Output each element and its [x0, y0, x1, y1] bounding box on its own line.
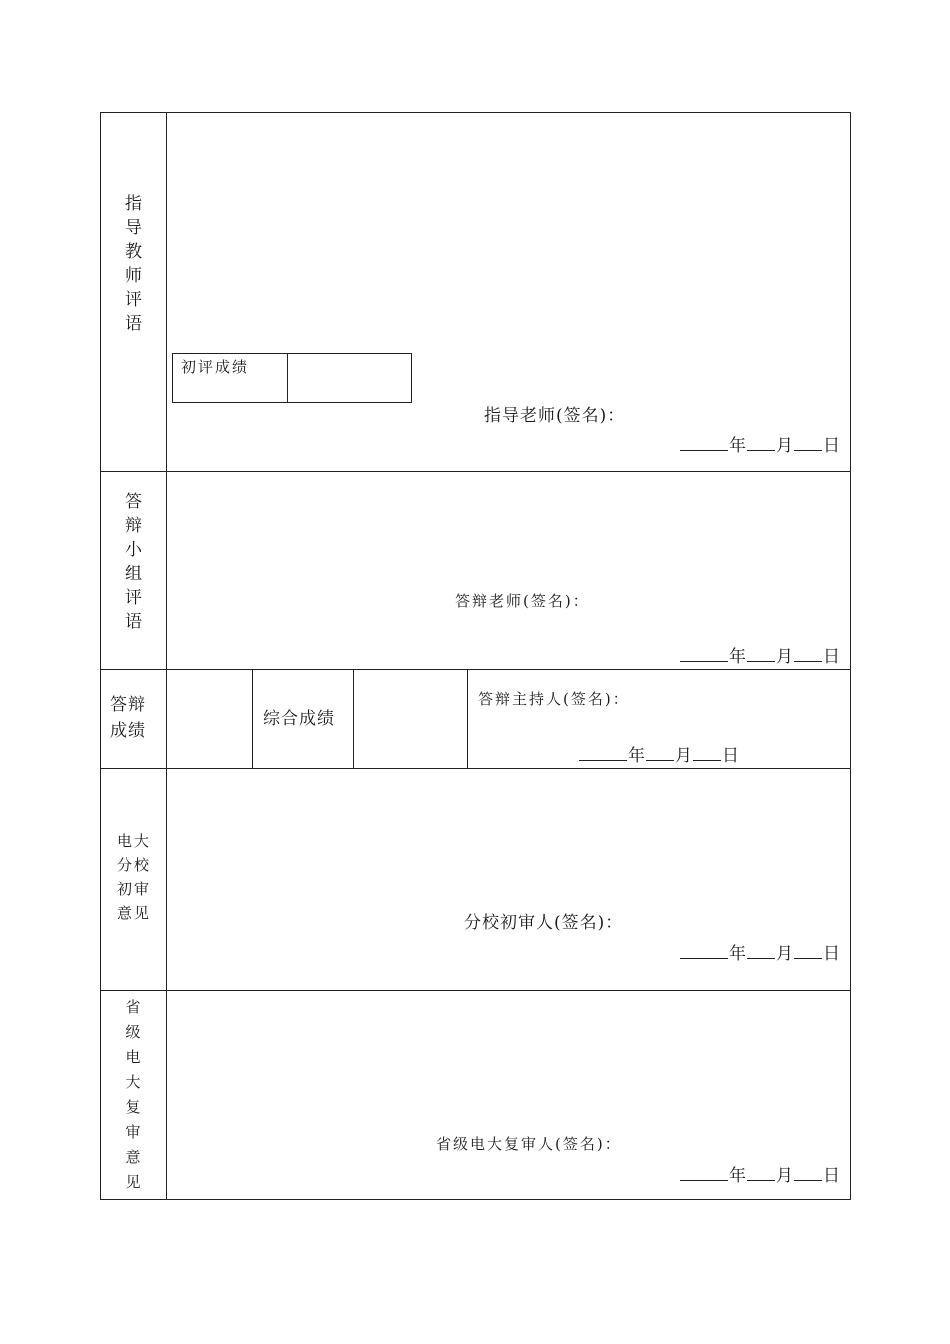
provincial-review-heading: 省 级 电 大 复 审 意 见 — [125, 998, 143, 1191]
month-blank[interactable] — [747, 436, 775, 451]
day-blank[interactable] — [693, 746, 721, 761]
table-border-left — [100, 112, 101, 1200]
year-blank[interactable] — [680, 944, 728, 959]
initial-score-value[interactable] — [296, 360, 401, 390]
defense-score-label-line2: 成绩 — [110, 721, 146, 741]
year-blank[interactable] — [680, 647, 728, 662]
table-border-top — [100, 112, 851, 113]
month-blank[interactable] — [646, 746, 674, 761]
advisor-signature-label: 指导老师(签名)： — [484, 406, 626, 426]
branch-reviewer-signature-label: 分校初审人(签名)： — [464, 913, 624, 933]
month-blank[interactable] — [747, 944, 775, 959]
year-blank[interactable] — [680, 436, 728, 451]
defense-group-date: 年 月 日 — [680, 642, 841, 667]
advisor-date: 年 月 日 — [680, 431, 841, 456]
row-divider — [100, 669, 851, 670]
year-blank[interactable] — [680, 1166, 728, 1181]
overall-score-label: 综合成绩 — [263, 709, 335, 729]
day-blank[interactable] — [794, 436, 822, 451]
score-cell-divider — [467, 669, 468, 769]
month-blank[interactable] — [747, 647, 775, 662]
defense-host-signature-label: 答辩主持人(签名)： — [478, 690, 630, 708]
label-column-divider — [166, 112, 167, 1200]
branch-review-heading: 电大 分校 初审 意见 — [116, 832, 151, 922]
overall-score-value[interactable] — [362, 680, 460, 760]
defense-teacher-signature-label: 答辩老师(签名)： — [455, 592, 590, 610]
branch-review-date: 年 月 日 — [680, 939, 841, 964]
day-blank[interactable] — [794, 1166, 822, 1181]
score-cell-divider — [353, 669, 354, 769]
defense-group-comment-heading: 答 辩 小 组 评 语 — [125, 492, 143, 632]
defense-host-date: 年 月 日 — [579, 741, 740, 766]
table-border-right — [850, 112, 851, 1200]
score-cell-divider — [252, 669, 253, 769]
table-border-bottom — [100, 1199, 851, 1200]
provincial-review-date: 年 月 日 — [680, 1161, 841, 1186]
advisor-comment-heading: 指 导 教 师 评 语 — [125, 194, 143, 334]
year-blank[interactable] — [579, 746, 627, 761]
day-blank[interactable] — [794, 647, 822, 662]
row-divider — [100, 990, 851, 991]
provincial-reviewer-signature-label: 省级电大复审人(签名)： — [436, 1135, 622, 1153]
defense-score-value[interactable] — [175, 680, 245, 760]
row-divider — [100, 471, 851, 472]
day-blank[interactable] — [794, 944, 822, 959]
initial-score-divider — [287, 353, 288, 402]
initial-score-label: 初评成绩 — [181, 358, 250, 376]
month-blank[interactable] — [747, 1166, 775, 1181]
row-divider — [100, 768, 851, 769]
defense-score-label-line1: 答辩 — [110, 695, 146, 715]
